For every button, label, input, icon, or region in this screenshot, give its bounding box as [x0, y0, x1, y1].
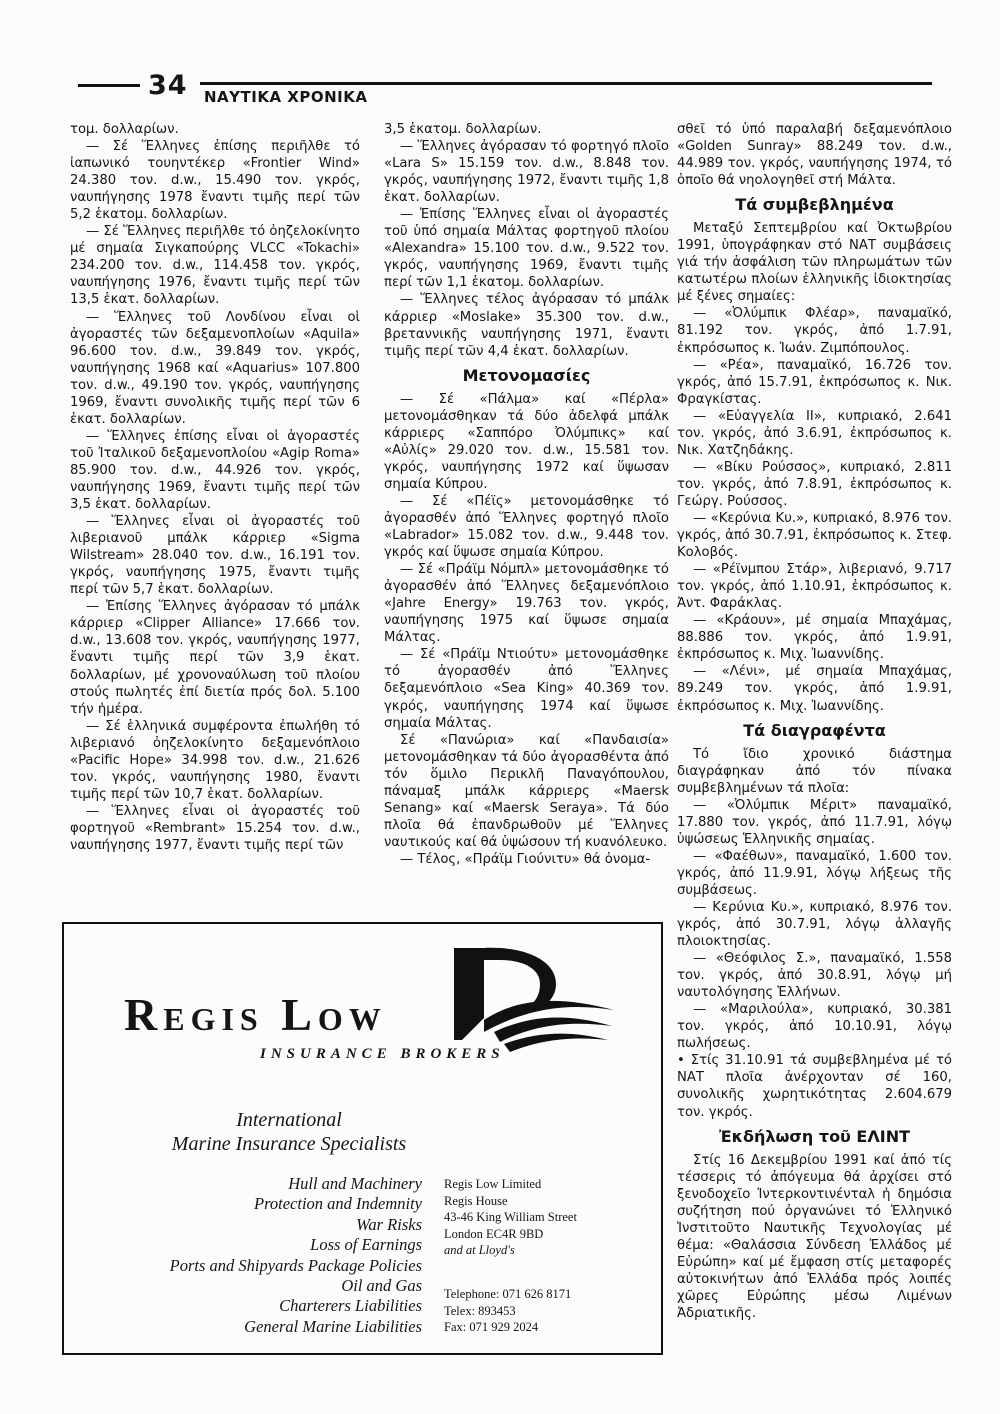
paragraph: — Ἕλληνες τέλος ἀγόρασαν τό μπάλκ κάρριερ «Moslake» 35.300 τον. d.w., βρεταννικῆς ναυπήγησης 1971, ἔναντι τιμῆς περί τῶν 4,4 ἑκατ. δολλαρίων. [384, 292, 669, 359]
paragraph: • Στίς 31.10.91 τά συμβεβλημένα μέ τό ΝΑΤ πλοῖα ἀνέρχονταν σέ 160, συνολικῆς χωρητικότητας 2.604.679 τον. γκρός. [677, 1053, 952, 1120]
paragraph: τομ. δολλαρίων. [70, 122, 179, 137]
tagline-line: Marine Insurance Specialists [171, 1133, 407, 1155]
paragraph: — Σέ «Πράϊμ Νόμπλ» μετονομάσθηκε τό ἀγορασθέν ἀπό Ἕλληνες δεξαμενόπλοιο «Jahre Energy» 19.763 τον. γκρός, ναυπήγησης 1975 καί ὕψωσε σημαία Μάλτας. [384, 562, 669, 646]
advert-subtitle: INSURANCE BROKERS [260, 1046, 505, 1062]
section-heading-elint-event: Ἐκδήλωση τοῦ ΕΛΙΝΤ [718, 1126, 910, 1146]
advert-brand-name: Regis Low [124, 989, 387, 1040]
paragraph: Σέ «Πανώρια» καί «Πανδαισία» μετονομάσθηκαν τά δύο ἀγορασθέντα ἀπό τόν ὅμιλο Περικλῆ Παναγόπουλου, πάναμαξ μπάλκ κάρριερς «Maersk Senang» καί «Maersk Seraya». Τά δύο πλοῖα θά ἐπανδρωθοῦν μέ Ἕλληνες ναυτικούς καί θά ὑψώσουν τή κυανόλευκο. [384, 732, 669, 850]
paragraph: — Ἐπίσης Ἕλληνες εἶναι οἱ ἀγοραστές τοῦ ὑπό σημαία Μάλτας φορτηγοῦ πλοίου «Alexandra» 15.100 τον. d.w., 9.522 τον. γκρός, ναυπήγησης 1969, ἔναντι τιμῆς περί τῶν 1,1 ἑκατομ. δολλαρίων. [384, 207, 669, 291]
paragraph: — Σέ «Πέϊς» μετονομάσθηκε τό ἀγορασθέν ἀπό Ἕλληνες φορτηγό πλοῖο «Labrador» 15.082 τον. d.w., 9.448 τον. γκρός καί ὕψωσε σημαία Κύπρου. [384, 493, 669, 561]
section-heading-contracted: Τά συμβεβλημένα [735, 195, 894, 215]
article-column-3 [677, 121, 952, 1322]
paragraph: — Ἕλληνες ἐπίσης εἶναι οἱ ἀγοραστές τοῦ Ἰταλικοῦ δεξαμενοπλοίου «Agip Roma» 85.900 τον. d.w., 44.926 τον. γκρός, ναυπήγησης 1969, ἔναντι τιμῆς περί τῶν 3,5 ἑκατ. δολλαρίων. [70, 428, 360, 513]
service-item: War Risks [356, 1214, 422, 1234]
paragraph: — «Ὀλύμπικ Φλέαρ», παναμαϊκό, 81.192 τον. γκρός, ἀπό 1.7.91, ἐκπρόσωπος κ. Ἰωάν. Ζιμπόπουλος. [677, 306, 952, 356]
tagline-line: International [236, 1109, 342, 1131]
address-line: Regis Low Limited [444, 1177, 542, 1191]
paragraph: — Ἕλληνες ἀγόρασαν τό φορτηγό πλοῖο «Lara S» 15.159 τον. d.w., 8.848 τον. γκρός, ναυπήγησης 1972, ἔναντι τιμῆς 1,8 ἑκατ. δολλαρίων. [384, 139, 669, 206]
paragraph: — Ἕλληνες τοῦ Λονδίνου εἶναι οἱ ἀγοραστές τῶν δεξαμενοπλοίων «Aquila» 96.600 τον. d.w., 39.849 τον. γκρός, ναυπήγησης 1968 καί «Aquarius» 107.800 τον. d.w., 49.190 τον. γκρός, ναυπήγησης 1969, ἔναντι συνολικῆς τιμῆς περί τῶν 6 ἑκατ. δολλαρίων. [70, 309, 360, 427]
paragraph: — Ἕλληνες εἶναι οἱ ἀγοραστές τοῦ φορτηγοῦ «Rembrant» 15.254 τον. d.w., ναυπήγησης 1977, ἔναντι τιμῆς περί τῶν [70, 803, 360, 853]
publication-title: ΝΑΥΤΙΚΑ ΧΡΟΝΙΚΑ [204, 88, 368, 106]
paragraph: — «Μαριλούλα», κυπριακό, 30.381 τον. γκρός, ἀπό 10.10.91, λόγῳ πωλήσεως. [677, 1002, 952, 1052]
paragraph: σθεῖ τό ὑπό παραλαβή δεξαμενόπλοιο «Golden Sunray» 88.249 τον. d.w., 44.989 τον. γκρός, ναυπήγησης 1974, τό ὁποῖο θά νηολογηθεῖ στή Μάλτα. [677, 122, 952, 189]
services-list [104, 1174, 422, 1337]
address-line: 43-46 King William Street [444, 1210, 577, 1224]
address-line: London EC4R 9BD [444, 1226, 544, 1241]
paragraph: — «Ρέϊνμπου Στάρ», λιβεριανό, 9.717 τον. γκρός, ἀπό 1.10.91, ἐκπρόσωπος κ. Ἀντ. Φαράκλας. [677, 562, 952, 612]
paragraph: — Ἕλληνες εἶναι οἱ ἀγοραστές τοῦ λιβεριανοῦ μπάλκ κάρριερ «Sigma Wilstream» 28.040 τον. d.w., 16.191 τον. γκρός, ναυπήγησης 1975, ἔναντι τιμῆς περί τῶν 5,7 ἑκατ. δολλαρίων. [70, 514, 360, 598]
paragraph: Τό ἴδιο χρονικό διάστημα διαγράφηκαν ἀπό τόν πίνακα συμβεβλημένων τά πλοῖα: [677, 746, 952, 796]
paragraph: — Σέ «Πάλμα» καί «Πέρλα» μετονομάσθηκαν τά δύο ἀδελφά μπάλκ κάρριερς «Σαππόρο Ὀλύμπικς» καί «Αὐλίς» 29.020 τον. d.w., 15.581 τον. γκρός, ναυπήγησης 1972 καί ὕψωσαν σημαία Κύπρου. [384, 391, 669, 492]
telex: Telex: 893453 [444, 1303, 516, 1318]
article-column-1 [70, 121, 360, 854]
service-item: Hull and Machinery [288, 1174, 422, 1193]
paragraph: — «Κράουν», μέ σημαία Μπαχάμας, 88.886 τον. γκρός, ἀπό 1.9.91, ἐκπρόσωπος κ. Μιχ. Ἰωαννίδης. [677, 613, 952, 663]
advert-tagline [144, 1108, 434, 1156]
service-item: Charterers Liabilities [279, 1296, 422, 1316]
paragraph: — «Ὀλύμπικ Μέριτ» παναμαϊκό, 17.880 τον. γκρός, ἀπό 11.7.91, λόγῳ ὑψώσεως Ἑλληνικῆς σημαίας. [677, 797, 952, 847]
telephone: Telephone: 071 626 8171 [444, 1287, 572, 1301]
paragraph: 3,5 ἑκατομ. δολλαρίων. [384, 122, 542, 137]
paragraph: — «Βίκυ Ρούσσος», κυπριακό, 2.811 τον. γκρός, ἀπό 7.8.91, ἐκπρόσωπος κ. Γεώργ. Ρούσσος. [677, 459, 952, 509]
paragraph: — «Θεόφιλος Σ.», παναμαϊκό, 1.558 τον. γκρός, ἀπό 30.8.91, λόγῳ μή ναυτολόγησης Ἑλλήνων. [677, 951, 952, 1001]
paragraph: — «Φαέθων», παναμαϊκό, 1.600 τον. γκρός, ἀπό 11.9.91, λόγῳ λήξεως τῆς συμβάσεως. [677, 848, 952, 898]
service-item: Oil and Gas [341, 1276, 422, 1296]
paragraph: — Σέ «Πράϊμ Ντιούτυ» μετονομάσθηκε τό ἀγορασθέν ἀπό Ἕλληνες δεξαμενόπλοιο «Sea King» 40.369 τον. γκρός, ναυπήγησης 1974 καί ὕψωσε σημαία Μάλτας. [384, 647, 669, 731]
paragraph: — Κερύνια Κυ.», κυπριακό, 8.976 τον. γκρός, ἀπό 30.7.91, λόγῳ ἀλλαγῆς πλοιοκτησίας. [677, 899, 952, 950]
paragraph: — Ἐπίσης Ἕλληνες ἀγόρασαν τό μπάλκ κάρριερ «Clipper Alliance» 17.666 τον. d.w., 13.608 τον. γκρός, ναυπήγησης 1977, ἔναντι τιμῆς περί τῶν 3,9 ἑκατ. δολλαρίων, μέ χρονοναύλωση τοῦ πλοίου στούς πωλητές ἐπί διετία πρός δολ. 5.100 τήν ἡμέρα. [70, 599, 360, 717]
paragraph: — Σέ ἑλληνικά συμφέροντα ἐπωλήθη τό λιβεριανό ὀηζελοκίνητο δεξαμενόπλοιο «Pacific Hope» 34.998 τον. d.w., 21.626 τον. γκρός, ναυπήγησης 1980, ἔναντι τιμῆς περί τῶν 10,7 ἑκατ. δολλαρίων. [70, 718, 360, 802]
paragraph: — Τέλος, «Πράϊμ Γιούνιτυ» θά ὀνομα- [400, 851, 651, 867]
service-item: Loss of Earnings [310, 1235, 422, 1255]
paragraph: — «Ρέα», παναμαϊκό, 16.726 τον. γκρός, ἀπό 15.7.91, ἐκπρόσωπος κ. Νικ. Φραγκίστας. [677, 357, 952, 407]
article-column-2 [384, 121, 669, 868]
section-heading-renamings: Μετονομασίες [462, 365, 591, 385]
paragraph: Στίς 16 Δεκεμβρίου 1991 καί ἀπό τίς τέσσερις τό ἀπόγευμα θά ἀρχίσει στό ξενοδοχεῖο Ἰντερκοντινένταλ ἡ δημόσια συζήτηση πού ὀργανώνει τό Ἑλληνικό Ἰνστιτοῦτο Ναυτικῆς Τεχνολογίας μέ θέμα: «Θαλάσσια Σύνδεση Ἑλλάδος μέ Εὐρώπη» καί μέ ἔμφαση στίς μεταφορές αὐτοκινήτων ἀπό Ἑλλάδα πρός λοιπές χῶρες Εὐρώπης μέσω Λιμένων Ἀδριατικῆς. [677, 1152, 952, 1321]
fax: Fax: 071 929 2024 [444, 1320, 539, 1334]
paragraph: — Σέ Ἕλληνες περιῆλθε τό ὀηζελοκίνητο μέ σημαία Σιγκαπούρης VLCC «Tokachi» 234.200 τον. d.w., 114.458 τον. γκρός, ναυπήγησης 1976, ἔναντι τιμῆς περί τῶν 13,5 ἑκατ. δολλαρίων. [70, 224, 360, 308]
company-contact [444, 1286, 571, 1336]
paragraph: Μεταξύ Σεπτεμβρίου καί Ὀκτωβρίου 1991, ὑπογράφηκαν στό ΝΑΤ συμβάσεις γιά τήν ἀσφάλιση τῶν πληρωμάτων τῶν κατωτέρω πλοίων ἑλληνικῆς ἰδιοκτησίας μέ ξένες σημαίες: [677, 221, 952, 305]
header-rule-left [78, 84, 140, 87]
paragraph: — «Κερύνια Κυ.», κυπριακό, 8.976 τον. γκρός, ἀπό 30.7.91, ἐκπρόσωπος κ. Στεφ. Κολοβός. [677, 510, 952, 561]
address-line: and at Lloyd's [444, 1243, 515, 1257]
paragraph: — «Εὐαγγελία II», κυπριακό, 2.641 τον. γκρός, ἀπό 3.6.91, ἐκπρόσωπος κ. Νικ. Χατζηδάκης. [677, 408, 952, 458]
wave-logo-icon [444, 940, 624, 1060]
section-heading-deleted: Τά διαγραφέντα [743, 720, 886, 740]
page-header [72, 70, 932, 110]
service-item: Ports and Shipyards Package Policies [169, 1255, 422, 1275]
regis-low-advert [62, 922, 663, 1355]
service-item: General Marine Liabilities [244, 1316, 422, 1336]
address-line: Regis House [444, 1193, 508, 1208]
paragraph: — Σέ Ἕλληνες ἐπίσης περιῆλθε τό ἰαπωνικό τουηντέκερ «Frontier Wind» 24.380 τον. d.w., 15.490 τον. γκρός, ναυπήγησης 1978 ἔναντι τιμῆς περί τῶν 5,2 ἑκατομ. δολλαρίων. [70, 139, 360, 223]
header-rule-right [200, 82, 932, 85]
paragraph: — «Λένι», μέ σημαία Μπαχάμας, 89.249 τον. γκρός, ἀπό 1.9.91, ἐκπρόσωπος κ. Μιχ. Ἰωαννίδης. [677, 664, 952, 714]
service-item: Protection and Indemnity [253, 1194, 422, 1214]
page-number: 34 [148, 70, 188, 101]
company-address [444, 1176, 577, 1259]
